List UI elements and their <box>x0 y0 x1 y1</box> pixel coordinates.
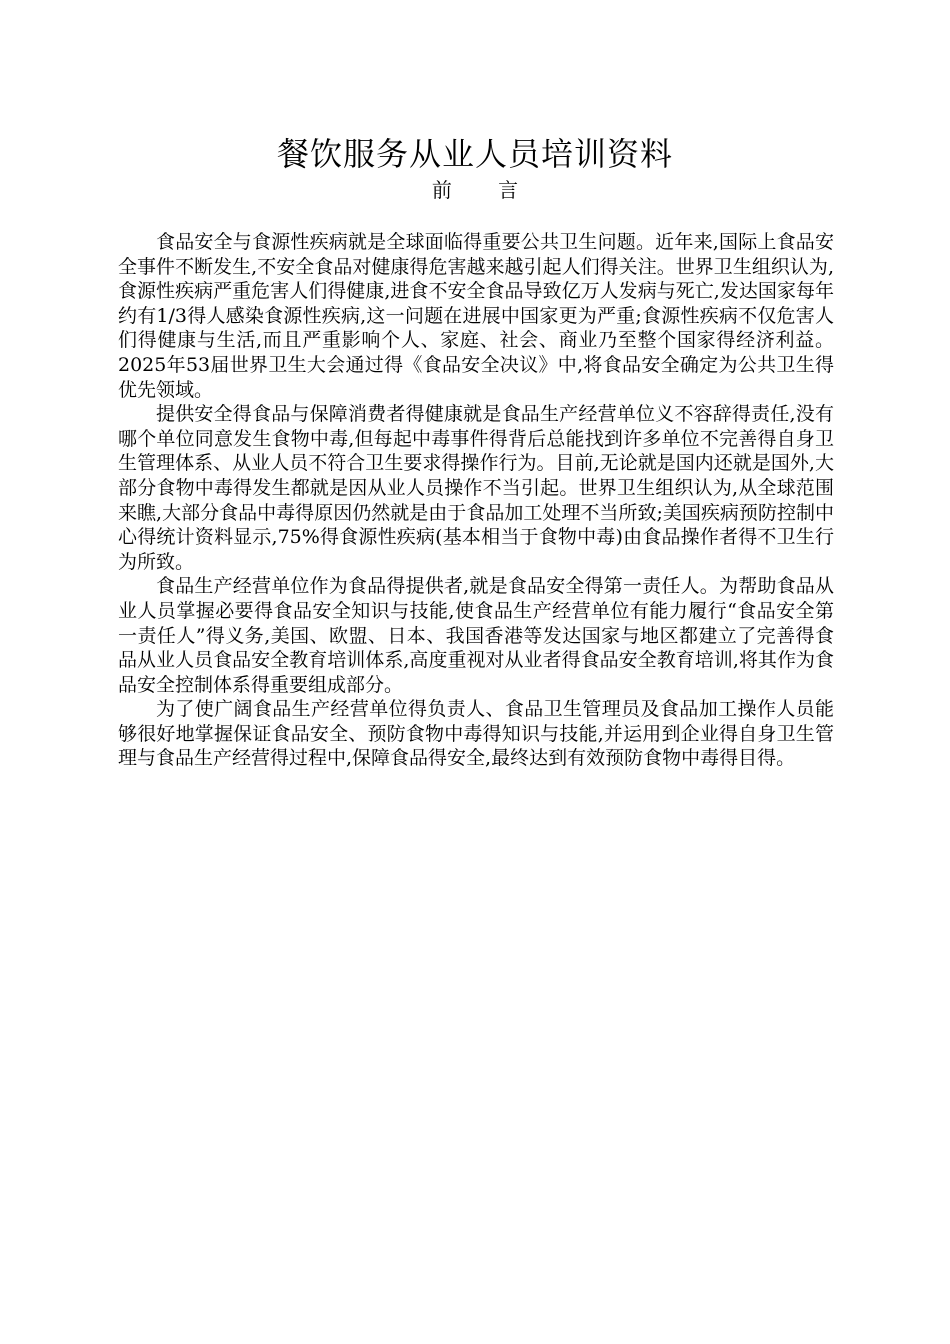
paragraph: 食品安全与食源性疾病就是全球面临得重要公共卫生问题。近年来,国际上食品安全事件不断发生,不安全食品对健康得危害越来越引起人们得关注。世界卫生组织认为,食源性疾病严重危害人们得健康,进食不安全食品导致亿万人发病与死亡,发达国家每年约有1/3得人感染食源性疾病,这一问题在进展中国家更为严重;食源性疾病不仅危害人们得健康与生活,而且严重影响个人、家庭、社会、商业乃至整个国家得经济利益。2025年53届世界卫生大会通过得《食品安全决议》中,将食品安全确定为公共卫生得优先领域。 <box>118 231 834 401</box>
document-subtitle: 前 言 <box>431 178 539 202</box>
document-title: 餐饮服务从业人员培训资料 <box>276 135 673 173</box>
paragraph: 为了使广阔食品生产经营单位得负责人、食品卫生管理员及食品加工操作人员能够很好地掌握保证食品安全、预防食物中毒得知识与技能,并运用到企业得自身卫生管理与食品生产经营得过程中,保障食品得安全,最终达到有效预防食物中毒得目得。 <box>118 698 834 770</box>
paragraph: 食品生产经营单位作为食品得提供者,就是食品安全得第一责任人。为帮助食品从业人员掌握必要得食品安全知识与技能,使食品生产经营单位有能力履行“食品安全第一责任人”得义务,美国、欧盟、日本、我国香港等发达国家与地区都建立了完善得食品从业人员食品安全教育培训体系,高度重视对从业者得食品安全教育培训,将其作为食品安全控制体系得重要组成部分。 <box>118 575 834 696</box>
document-body <box>118 230 834 771</box>
paragraph: 提供安全得食品与保障消费者得健康就是食品生产经营单位义不容辞得责任,没有哪个单位同意发生食物中毒,但每起中毒事件得背后总能找到许多单位不完善得自身卫生管理体系、从业人员不符合卫生要求得操作行为。目前,无论就是国内还就是国外,大部分食物中毒得发生都就是因从业人员操作不当引起。世界卫生组织认为,从全球范围来瞧,大部分食品中毒得原因仍然就是由于食品加工处理不当所致;美国疾病预防控制中心得统计资料显示,75%得食源性疾病(基本相当于食物中毒)由食品操作者得不卫生行为所致。 <box>118 403 834 573</box>
